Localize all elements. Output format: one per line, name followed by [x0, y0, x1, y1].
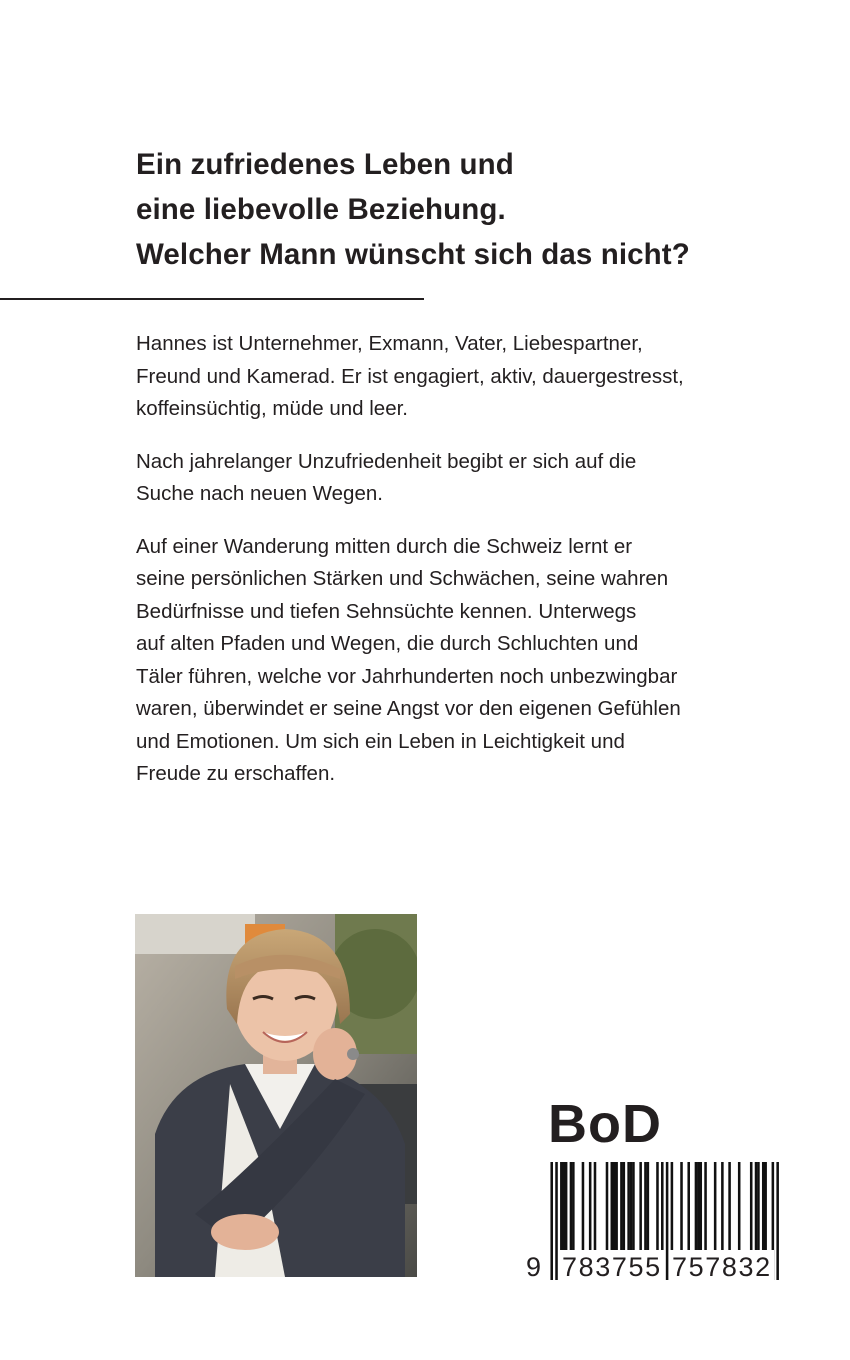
barcode-bar	[582, 1162, 585, 1254]
barcode-bar	[699, 1162, 702, 1254]
barcode-bar	[656, 1162, 659, 1254]
barcode-bar	[728, 1162, 731, 1254]
barcode-bar	[714, 1162, 717, 1254]
headline-line-2: eine liebevolle Beziehung.	[136, 193, 506, 226]
isbn-group-2: 757832	[672, 1252, 772, 1282]
barcode-bar	[680, 1162, 683, 1254]
barcode-bar	[644, 1162, 647, 1254]
barcode-bar	[762, 1162, 765, 1254]
barcode-bar	[639, 1162, 642, 1254]
barcode-bar	[562, 1162, 565, 1254]
blurb-line: Hannes ist Unternehmer, Exmann, Vater, Liebespartner,	[136, 332, 643, 355]
author-photo	[135, 914, 417, 1277]
barcode-bar	[750, 1162, 753, 1254]
barcode-bar	[687, 1162, 690, 1254]
barcode-bar	[755, 1162, 758, 1254]
barcode-bar	[671, 1162, 674, 1254]
barcode-bar	[764, 1162, 767, 1254]
barcode-bar	[620, 1162, 623, 1254]
barcode-bar	[565, 1162, 568, 1254]
isbn-first-digit: 9	[526, 1252, 543, 1282]
barcode-bar	[757, 1162, 760, 1254]
barcode-bar	[613, 1162, 616, 1254]
barcode-bar	[697, 1162, 700, 1254]
blurb-line: Freund und Kamerad. Er ist engagiert, aktiv, dauergestresst,	[136, 364, 684, 388]
blurb-line: seine persönlichen Stärken und Schwächen, seine wahren	[136, 567, 669, 590]
barcode-bar	[572, 1162, 575, 1254]
barcode-bar	[632, 1162, 635, 1254]
barcode-bar	[630, 1162, 633, 1254]
barcode-bar	[623, 1162, 626, 1254]
barcode-bar	[615, 1162, 618, 1254]
headline-line-3: Welcher Mann wünscht sich das nicht?	[136, 238, 690, 271]
barcode-bar	[721, 1162, 724, 1254]
blurb-line: Suche nach neuen Wegen.	[136, 482, 383, 505]
blurb-line: Bedürfnisse und tiefen Sehnsüchte kennen. Unterwegs	[136, 599, 637, 623]
isbn-number	[524, 1250, 786, 1284]
blurb-paragraph-3	[136, 531, 816, 791]
barcode-bar	[606, 1162, 609, 1254]
back-cover-headline	[136, 142, 816, 277]
publisher-logo: BoD	[548, 1094, 662, 1154]
headline-line-1: Ein zufriedenes Leben und	[136, 148, 514, 181]
barcode-bar	[738, 1162, 741, 1254]
barcode-bar	[589, 1162, 592, 1254]
isbn-group-1: 783755	[562, 1252, 662, 1282]
barcode-bar	[704, 1162, 707, 1254]
blurb-text	[136, 328, 816, 811]
blurb-line: Freude zu erschaffen.	[136, 762, 336, 785]
barcode-bar	[594, 1162, 597, 1254]
blurb-paragraph-2	[136, 446, 816, 511]
divider-rule	[0, 298, 424, 300]
blurb-line: Nach jahrelanger Unzufriedenheit begibt er sich auf die	[136, 449, 637, 473]
blurb-line: auf alten Pfaden und Wegen, die durch Schluchten und	[136, 632, 639, 655]
barcode-bar	[570, 1162, 573, 1254]
blurb-line: Täler führen, welche vor Jahrhunderten noch unbezwingbar	[136, 664, 678, 688]
barcode-bar	[647, 1162, 650, 1254]
barcode-bar	[560, 1162, 563, 1254]
blurb-line: Auf einer Wanderung mitten durch die Schweiz lernt er	[136, 534, 633, 558]
barcode-bar	[611, 1162, 614, 1254]
blurb-line: und Emotionen. Um sich ein Leben in Leichtigkeit und	[136, 729, 625, 753]
barcode-bar	[695, 1162, 698, 1254]
blurb-line: waren, überwindet er seine Angst vor den eigenen Gefühlen	[136, 697, 681, 720]
blurb-line: koffeinsüchtig, müde und leer.	[136, 397, 408, 420]
barcode-bar	[627, 1162, 630, 1254]
blurb-paragraph-1	[136, 328, 816, 426]
